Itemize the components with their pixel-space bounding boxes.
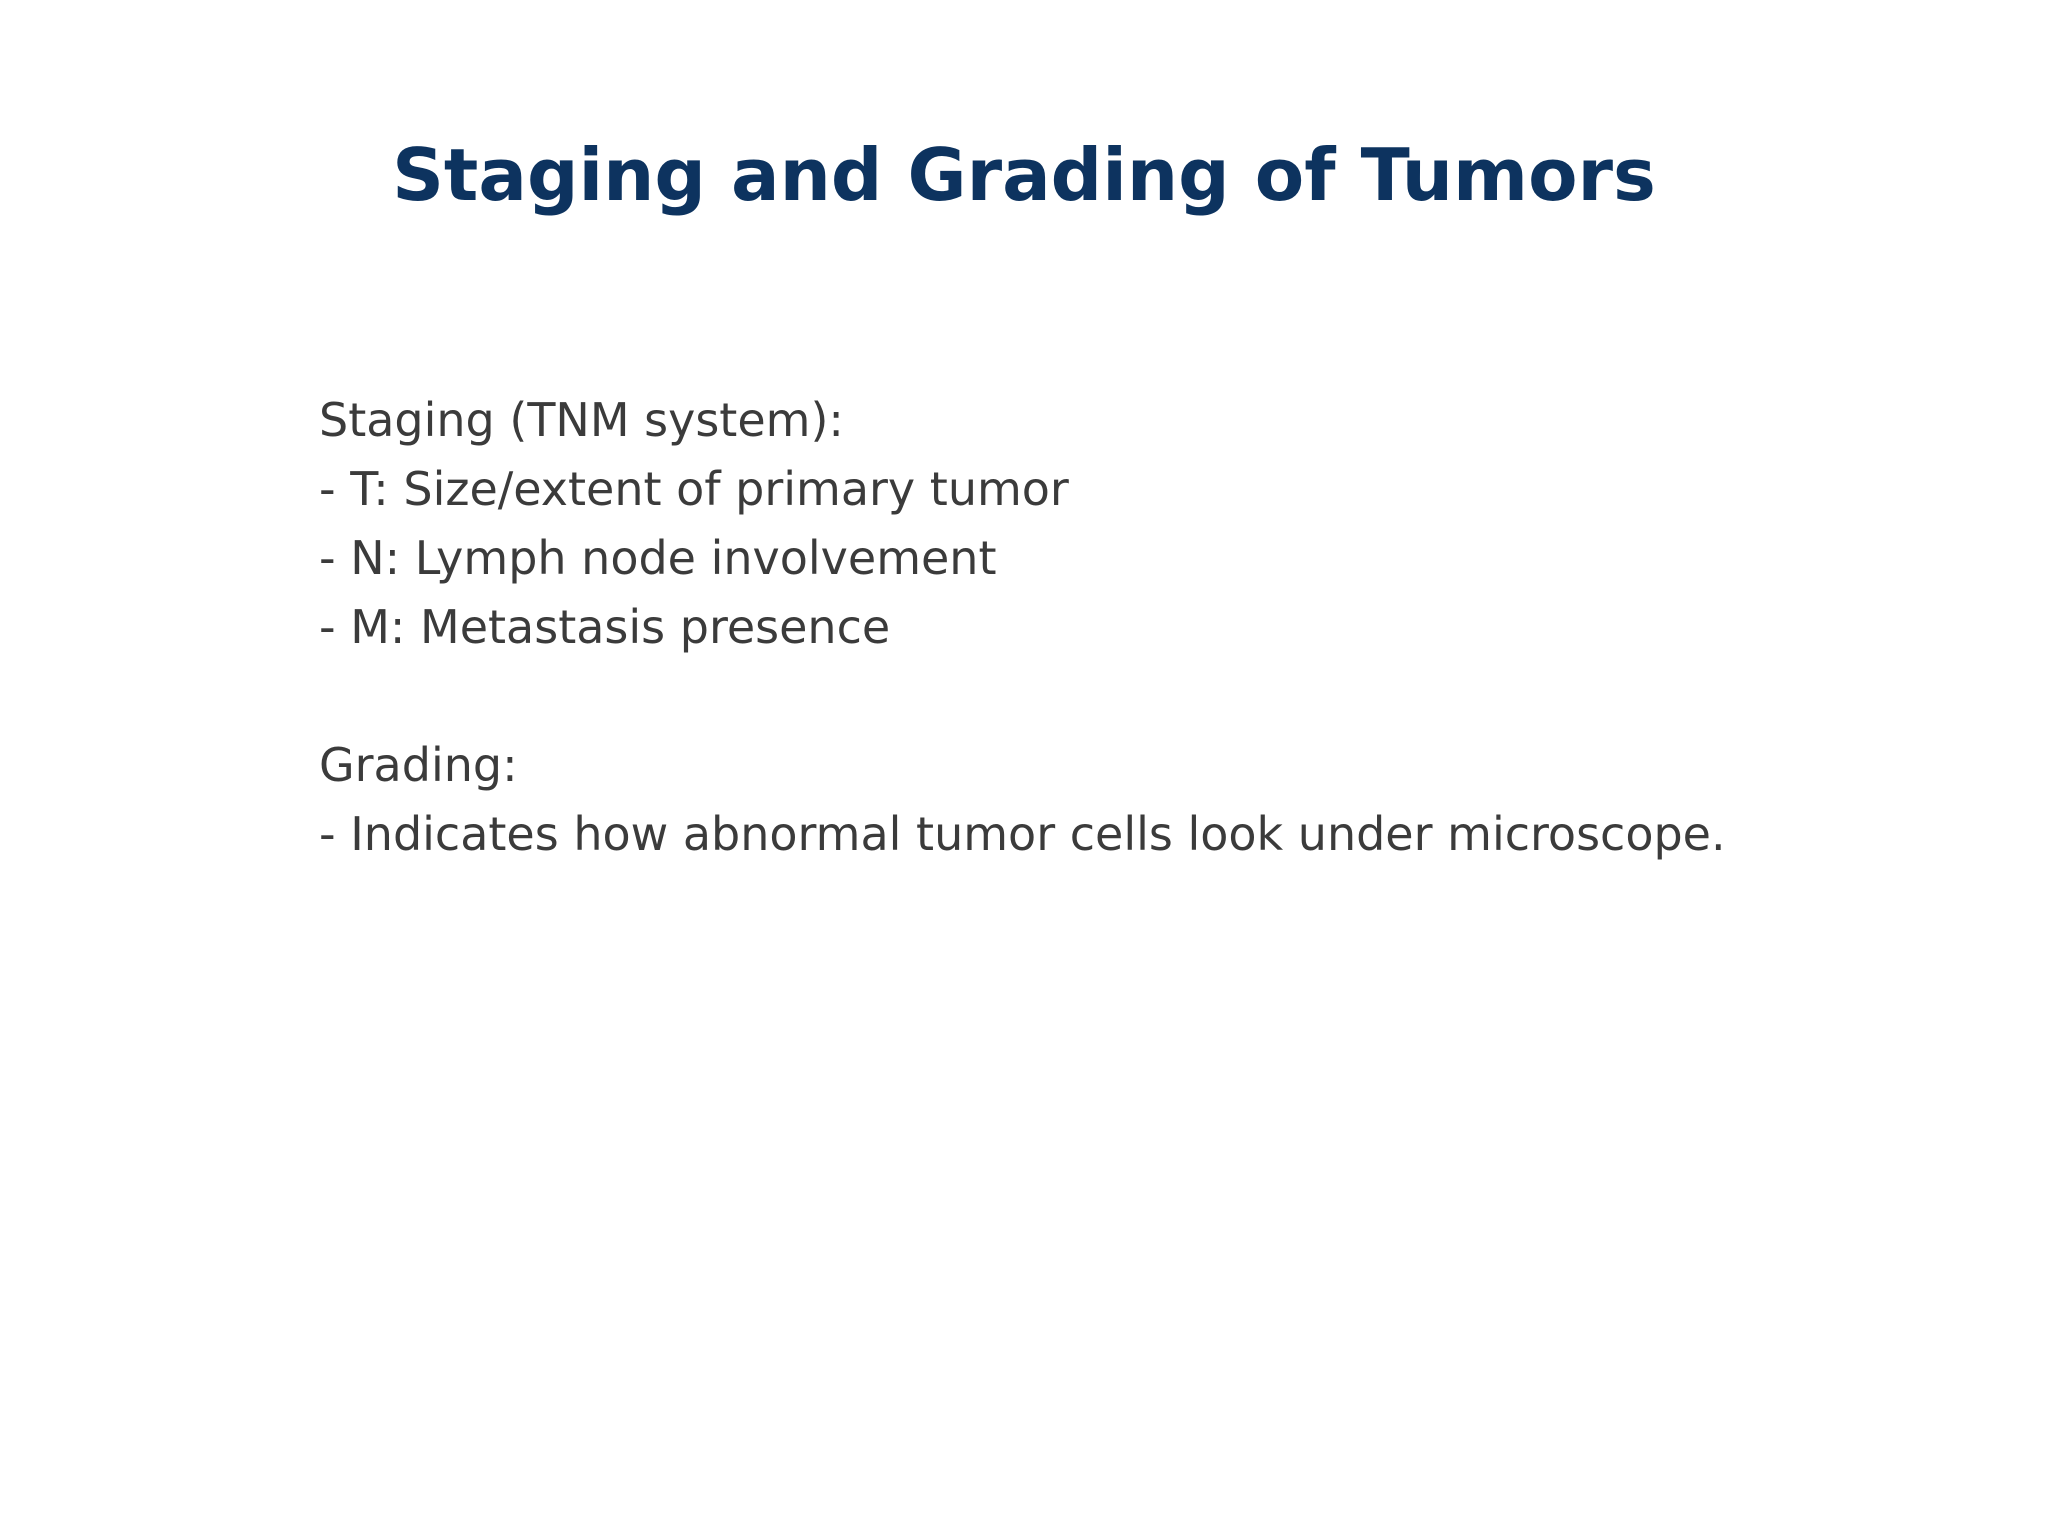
slide-title: Staging and Grading of Tumors	[392, 133, 1656, 217]
slide-body	[319, 386, 1959, 869]
paragraph-spacer	[319, 662, 1959, 731]
staging-item-t: - T: Size/extent of primary tumor	[319, 462, 1069, 516]
grading-item: - Indicates how abnormal tumor cells look under microscope.	[319, 807, 1726, 861]
staging-heading: Staging (TNM system):	[319, 393, 844, 447]
staging-item-n: - N: Lymph node involvement	[319, 531, 997, 585]
staging-item-m: - M: Metastasis presence	[319, 600, 891, 654]
grading-heading: Grading:	[319, 738, 518, 792]
